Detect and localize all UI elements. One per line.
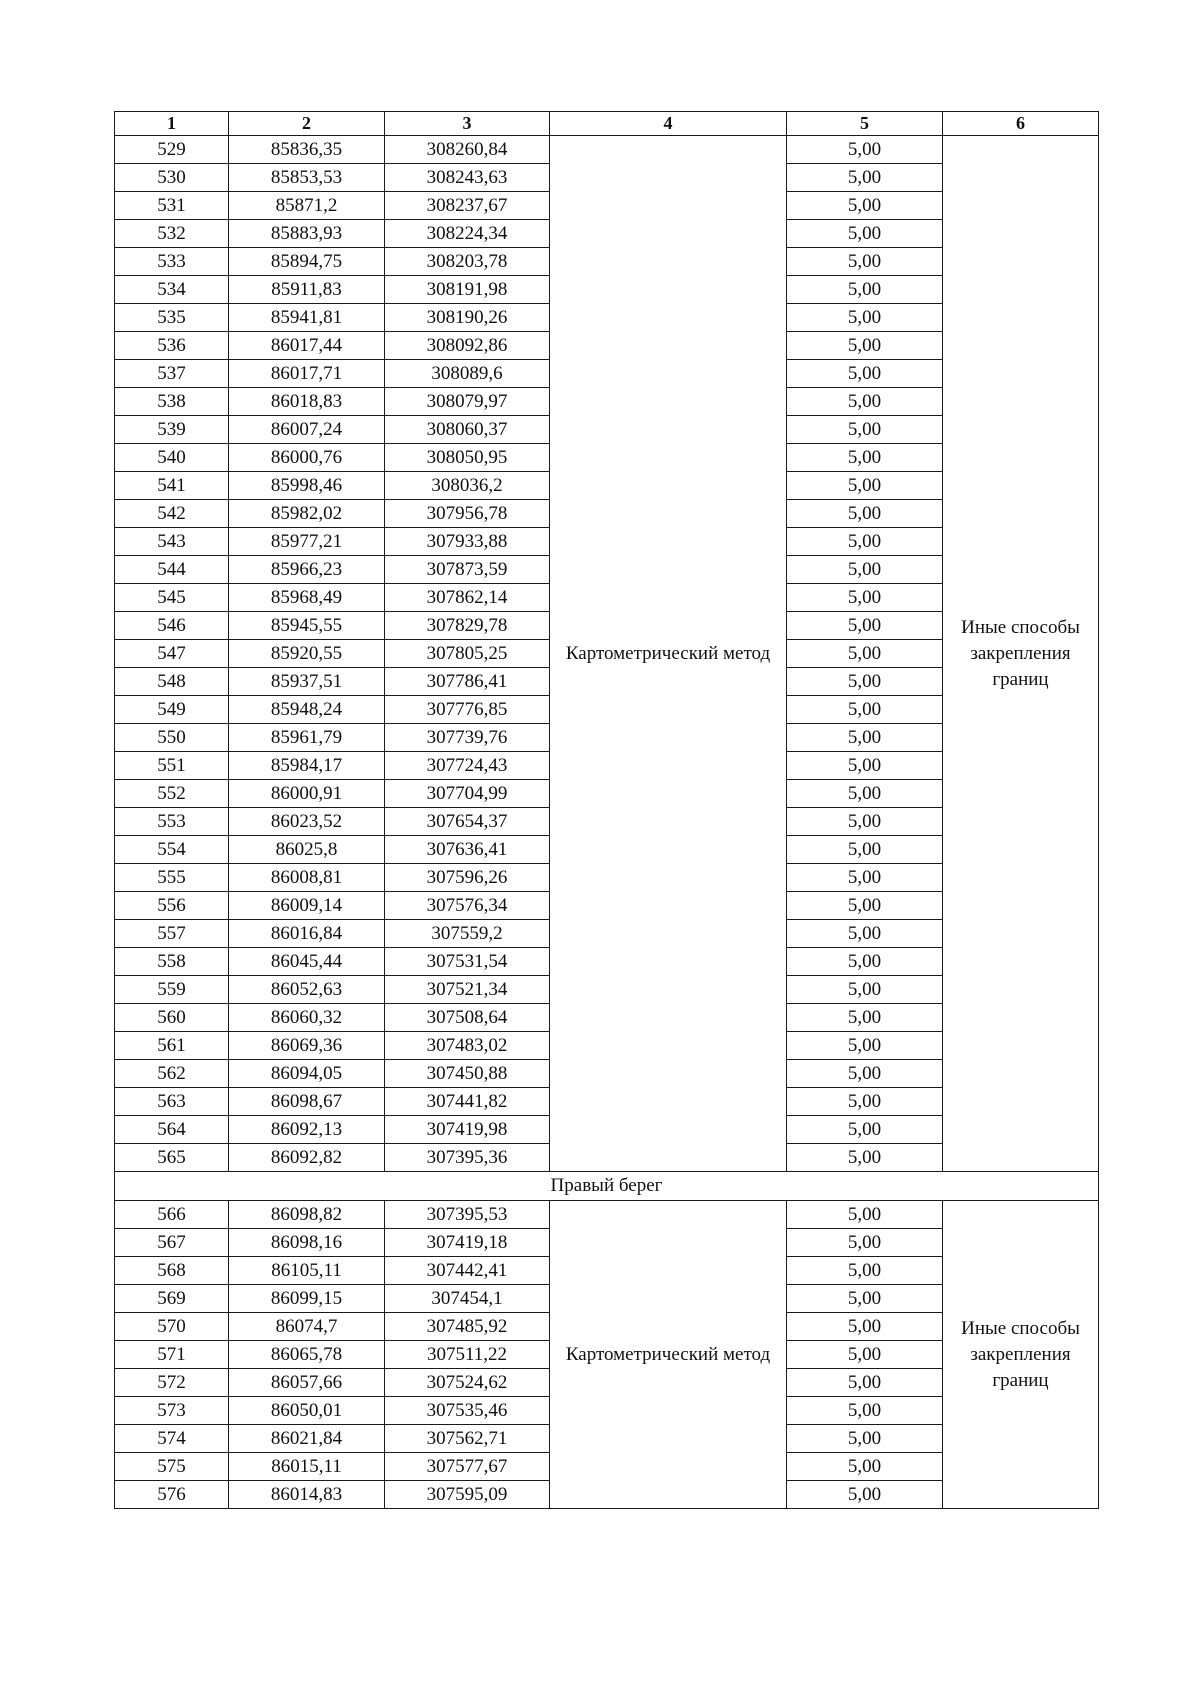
y-coordinate-cell: 307524,62 [385,1369,550,1397]
x-coordinate-cell: 85982,02 [229,500,385,528]
x-coordinate-cell: 85961,79 [229,724,385,752]
y-coordinate-cell: 307450,88 [385,1060,550,1088]
x-coordinate-cell: 86008,81 [229,864,385,892]
y-coordinate-cell: 307454,1 [385,1285,550,1313]
y-coordinate-cell: 308260,84 [385,136,550,164]
y-coordinate-cell: 307739,76 [385,724,550,752]
fixing-method-cell: Иные способы закрепления границ [943,1201,1099,1509]
point-number-cell: 542 [115,500,229,528]
accuracy-cell: 5,00 [787,668,943,696]
accuracy-cell: 5,00 [787,332,943,360]
column-header: 1 [115,112,229,136]
accuracy-cell: 5,00 [787,836,943,864]
y-coordinate-cell: 307724,43 [385,752,550,780]
y-coordinate-cell: 307576,34 [385,892,550,920]
accuracy-cell: 5,00 [787,1369,943,1397]
point-number-cell: 541 [115,472,229,500]
y-coordinate-cell: 307654,37 [385,808,550,836]
point-number-cell: 562 [115,1060,229,1088]
point-number-cell: 535 [115,304,229,332]
point-number-cell: 575 [115,1453,229,1481]
y-coordinate-cell: 307829,78 [385,612,550,640]
point-number-cell: 561 [115,1032,229,1060]
accuracy-cell: 5,00 [787,1425,943,1453]
accuracy-cell: 5,00 [787,1481,943,1509]
y-coordinate-cell: 307419,18 [385,1229,550,1257]
accuracy-cell: 5,00 [787,388,943,416]
y-coordinate-cell: 307776,85 [385,696,550,724]
point-number-cell: 565 [115,1144,229,1172]
accuracy-cell: 5,00 [787,1257,943,1285]
point-number-cell: 576 [115,1481,229,1509]
x-coordinate-cell: 86074,7 [229,1313,385,1341]
point-number-cell: 571 [115,1341,229,1369]
point-number-cell: 540 [115,444,229,472]
x-coordinate-cell: 85977,21 [229,528,385,556]
accuracy-cell: 5,00 [787,1116,943,1144]
accuracy-cell: 5,00 [787,360,943,388]
y-coordinate-cell: 307508,64 [385,1004,550,1032]
x-coordinate-cell: 85941,81 [229,304,385,332]
accuracy-cell: 5,00 [787,752,943,780]
accuracy-cell: 5,00 [787,1341,943,1369]
y-coordinate-cell: 308203,78 [385,248,550,276]
table-row [115,136,1099,164]
fixing-method-cell: Иные способы закрепления границ [943,136,1099,1172]
x-coordinate-cell: 85894,75 [229,248,385,276]
accuracy-cell: 5,00 [787,1285,943,1313]
point-number-cell: 566 [115,1201,229,1229]
y-coordinate-cell: 308224,34 [385,220,550,248]
point-number-cell: 551 [115,752,229,780]
x-coordinate-cell: 85853,53 [229,164,385,192]
y-coordinate-cell: 307511,22 [385,1341,550,1369]
x-coordinate-cell: 85948,24 [229,696,385,724]
accuracy-cell: 5,00 [787,920,943,948]
y-coordinate-cell: 308191,98 [385,276,550,304]
point-number-cell: 574 [115,1425,229,1453]
y-coordinate-cell: 307636,41 [385,836,550,864]
accuracy-cell: 5,00 [787,724,943,752]
accuracy-cell: 5,00 [787,500,943,528]
x-coordinate-cell: 86069,36 [229,1032,385,1060]
y-coordinate-cell: 307786,41 [385,668,550,696]
point-number-cell: 529 [115,136,229,164]
accuracy-cell: 5,00 [787,892,943,920]
accuracy-cell: 5,00 [787,584,943,612]
accuracy-cell: 5,00 [787,864,943,892]
x-coordinate-cell: 86017,71 [229,360,385,388]
y-coordinate-cell: 308092,86 [385,332,550,360]
accuracy-cell: 5,00 [787,780,943,808]
accuracy-cell: 5,00 [787,192,943,220]
x-coordinate-cell: 86092,13 [229,1116,385,1144]
x-coordinate-cell: 86016,84 [229,920,385,948]
accuracy-cell: 5,00 [787,1088,943,1116]
point-number-cell: 557 [115,920,229,948]
accuracy-cell: 5,00 [787,416,943,444]
x-coordinate-cell: 86105,11 [229,1257,385,1285]
point-number-cell: 537 [115,360,229,388]
method-cell: Картометрический метод [550,136,787,1172]
y-coordinate-cell: 307395,53 [385,1201,550,1229]
point-number-cell: 545 [115,584,229,612]
x-coordinate-cell: 85871,2 [229,192,385,220]
accuracy-cell: 5,00 [787,1201,943,1229]
x-coordinate-cell: 86092,82 [229,1144,385,1172]
x-coordinate-cell: 86000,91 [229,780,385,808]
accuracy-cell: 5,00 [787,164,943,192]
point-number-cell: 548 [115,668,229,696]
x-coordinate-cell: 85998,46 [229,472,385,500]
accuracy-cell: 5,00 [787,472,943,500]
accuracy-cell: 5,00 [787,136,943,164]
column-header: 2 [229,112,385,136]
accuracy-cell: 5,00 [787,808,943,836]
x-coordinate-cell: 86009,14 [229,892,385,920]
x-coordinate-cell: 86014,83 [229,1481,385,1509]
y-coordinate-cell: 307933,88 [385,528,550,556]
y-coordinate-cell: 308060,37 [385,416,550,444]
point-number-cell: 547 [115,640,229,668]
x-coordinate-cell: 86025,8 [229,836,385,864]
x-coordinate-cell: 85937,51 [229,668,385,696]
x-coordinate-cell: 85836,35 [229,136,385,164]
point-number-cell: 569 [115,1285,229,1313]
point-number-cell: 538 [115,388,229,416]
x-coordinate-cell: 86052,63 [229,976,385,1004]
point-number-cell: 555 [115,864,229,892]
accuracy-cell: 5,00 [787,696,943,724]
y-coordinate-cell: 307395,36 [385,1144,550,1172]
accuracy-cell: 5,00 [787,1453,943,1481]
point-number-cell: 567 [115,1229,229,1257]
accuracy-cell: 5,00 [787,1229,943,1257]
y-coordinate-cell: 307441,82 [385,1088,550,1116]
y-coordinate-cell: 307956,78 [385,500,550,528]
point-number-cell: 556 [115,892,229,920]
accuracy-cell: 5,00 [787,528,943,556]
accuracy-cell: 5,00 [787,304,943,332]
point-number-cell: 543 [115,528,229,556]
y-coordinate-cell: 307521,34 [385,976,550,1004]
method-cell: Картометрический метод [550,1201,787,1509]
point-number-cell: 573 [115,1397,229,1425]
point-number-cell: 552 [115,780,229,808]
section-row [115,1172,1099,1201]
accuracy-cell: 5,00 [787,640,943,668]
y-coordinate-cell: 307595,09 [385,1481,550,1509]
point-number-cell: 572 [115,1369,229,1397]
accuracy-cell: 5,00 [787,276,943,304]
x-coordinate-cell: 86060,32 [229,1004,385,1032]
x-coordinate-cell: 86007,24 [229,416,385,444]
x-coordinate-cell: 86099,15 [229,1285,385,1313]
accuracy-cell: 5,00 [787,1032,943,1060]
table-row [115,1201,1099,1229]
x-coordinate-cell: 86045,44 [229,948,385,976]
point-number-cell: 554 [115,836,229,864]
point-number-cell: 560 [115,1004,229,1032]
point-number-cell: 549 [115,696,229,724]
point-number-cell: 570 [115,1313,229,1341]
point-number-cell: 568 [115,1257,229,1285]
x-coordinate-cell: 85883,93 [229,220,385,248]
point-number-cell: 558 [115,948,229,976]
x-coordinate-cell: 86094,05 [229,1060,385,1088]
accuracy-cell: 5,00 [787,1060,943,1088]
y-coordinate-cell: 308089,6 [385,360,550,388]
x-coordinate-cell: 85920,55 [229,640,385,668]
header-row [115,112,1099,136]
point-number-cell: 533 [115,248,229,276]
point-number-cell: 534 [115,276,229,304]
y-coordinate-cell: 308050,95 [385,444,550,472]
y-coordinate-cell: 307577,67 [385,1453,550,1481]
accuracy-cell: 5,00 [787,612,943,640]
y-coordinate-cell: 308036,2 [385,472,550,500]
y-coordinate-cell: 308079,97 [385,388,550,416]
y-coordinate-cell: 307535,46 [385,1397,550,1425]
y-coordinate-cell: 307596,26 [385,864,550,892]
point-number-cell: 563 [115,1088,229,1116]
y-coordinate-cell: 308243,63 [385,164,550,192]
x-coordinate-cell: 86098,16 [229,1229,385,1257]
point-number-cell: 544 [115,556,229,584]
x-coordinate-cell: 86098,67 [229,1088,385,1116]
accuracy-cell: 5,00 [787,948,943,976]
x-coordinate-cell: 86098,82 [229,1201,385,1229]
point-number-cell: 530 [115,164,229,192]
section-title: Правый берег [115,1172,1099,1201]
accuracy-cell: 5,00 [787,1144,943,1172]
y-coordinate-cell: 307704,99 [385,780,550,808]
x-coordinate-cell: 86000,76 [229,444,385,472]
accuracy-cell: 5,00 [787,248,943,276]
x-coordinate-cell: 85968,49 [229,584,385,612]
y-coordinate-cell: 307531,54 [385,948,550,976]
x-coordinate-cell: 86065,78 [229,1341,385,1369]
column-header: 6 [943,112,1099,136]
column-header: 5 [787,112,943,136]
point-number-cell: 539 [115,416,229,444]
column-header: 4 [550,112,787,136]
y-coordinate-cell: 307562,71 [385,1425,550,1453]
y-coordinate-cell: 308190,26 [385,304,550,332]
point-number-cell: 531 [115,192,229,220]
point-number-cell: 550 [115,724,229,752]
x-coordinate-cell: 86050,01 [229,1397,385,1425]
point-number-cell: 532 [115,220,229,248]
point-number-cell: 559 [115,976,229,1004]
point-number-cell: 546 [115,612,229,640]
point-number-cell: 564 [115,1116,229,1144]
y-coordinate-cell: 307442,41 [385,1257,550,1285]
y-coordinate-cell: 307559,2 [385,920,550,948]
accuracy-cell: 5,00 [787,1313,943,1341]
y-coordinate-cell: 307483,02 [385,1032,550,1060]
point-number-cell: 536 [115,332,229,360]
x-coordinate-cell: 86018,83 [229,388,385,416]
y-coordinate-cell: 307805,25 [385,640,550,668]
y-coordinate-cell: 307862,14 [385,584,550,612]
y-coordinate-cell: 308237,67 [385,192,550,220]
x-coordinate-cell: 86015,11 [229,1453,385,1481]
accuracy-cell: 5,00 [787,444,943,472]
y-coordinate-cell: 307873,59 [385,556,550,584]
x-coordinate-cell: 86023,52 [229,808,385,836]
accuracy-cell: 5,00 [787,220,943,248]
x-coordinate-cell: 85911,83 [229,276,385,304]
accuracy-cell: 5,00 [787,556,943,584]
y-coordinate-cell: 307419,98 [385,1116,550,1144]
x-coordinate-cell: 86021,84 [229,1425,385,1453]
accuracy-cell: 5,00 [787,976,943,1004]
x-coordinate-cell: 85984,17 [229,752,385,780]
x-coordinate-cell: 86017,44 [229,332,385,360]
x-coordinate-cell: 85945,55 [229,612,385,640]
accuracy-cell: 5,00 [787,1004,943,1032]
x-coordinate-cell: 86057,66 [229,1369,385,1397]
table-body [115,112,1099,1509]
point-number-cell: 553 [115,808,229,836]
y-coordinate-cell: 307485,92 [385,1313,550,1341]
coordinates-table [114,111,1099,1509]
accuracy-cell: 5,00 [787,1397,943,1425]
column-header: 3 [385,112,550,136]
x-coordinate-cell: 85966,23 [229,556,385,584]
